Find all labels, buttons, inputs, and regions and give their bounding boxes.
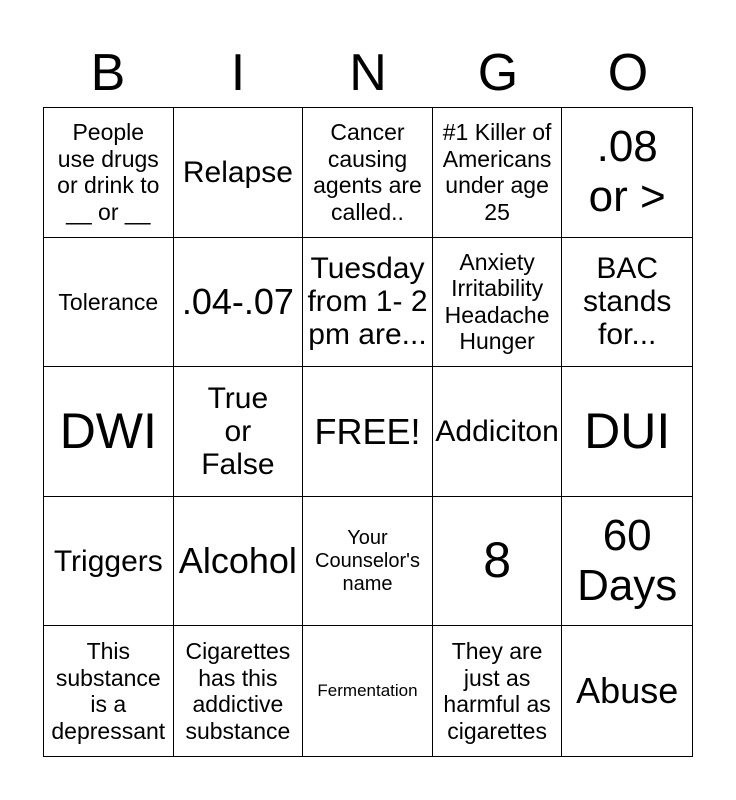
bingo-cell[interactable]: DWI xyxy=(44,367,174,497)
bingo-cell[interactable]: Your Counselor's name xyxy=(303,497,433,627)
bingo-cell[interactable]: DUI xyxy=(562,367,692,497)
bingo-cell[interactable]: Addiciton xyxy=(433,367,563,497)
bingo-card xyxy=(43,107,693,757)
bingo-cell[interactable]: Fermentation xyxy=(303,626,433,756)
header-letter-o: O xyxy=(607,44,649,102)
bingo-cell[interactable]: 60 Days xyxy=(562,497,692,627)
bingo-cell[interactable]: True or False xyxy=(174,367,304,497)
bingo-cell[interactable]: #1 Killer of Americans under age 25 xyxy=(433,108,563,238)
bingo-cell[interactable]: Cigarettes has this addictive substance xyxy=(174,626,304,756)
bingo-cell[interactable]: Anxiety Irritability Headache Hunger xyxy=(433,238,563,368)
bingo-cell[interactable]: Cancer causing agents are called.. xyxy=(303,108,433,238)
bingo-header xyxy=(43,40,693,106)
bingo-cell[interactable]: Relapse xyxy=(174,108,304,238)
bingo-cell[interactable]: This substance is a depressant xyxy=(44,626,174,756)
header-letter-i: I xyxy=(230,44,246,102)
header-letter-g: G xyxy=(477,44,519,102)
bingo-cell[interactable]: Tolerance xyxy=(44,238,174,368)
bingo-cell[interactable]: Tuesday from 1- 2 pm are... xyxy=(303,238,433,368)
header-letter-n: N xyxy=(349,44,387,102)
bingo-cell[interactable]: Abuse xyxy=(576,670,679,712)
bingo-cell[interactable]: 8 xyxy=(433,497,563,627)
bingo-cell[interactable]: They are just as harmful as cigarettes xyxy=(433,626,563,756)
bingo-cell[interactable]: .04-.07 xyxy=(174,238,304,368)
bingo-cell[interactable]: BAC stands for... xyxy=(562,238,692,368)
free-space-cell[interactable]: FREE! xyxy=(303,367,433,497)
header-letter-b: B xyxy=(90,44,126,102)
bingo-cell[interactable]: People use drugs or drink to __ or __ xyxy=(44,108,174,238)
bingo-cell[interactable]: Triggers xyxy=(44,497,174,627)
bingo-cell[interactable]: Alcohol xyxy=(174,497,304,627)
bingo-cell[interactable]: .08 or > xyxy=(562,108,692,238)
